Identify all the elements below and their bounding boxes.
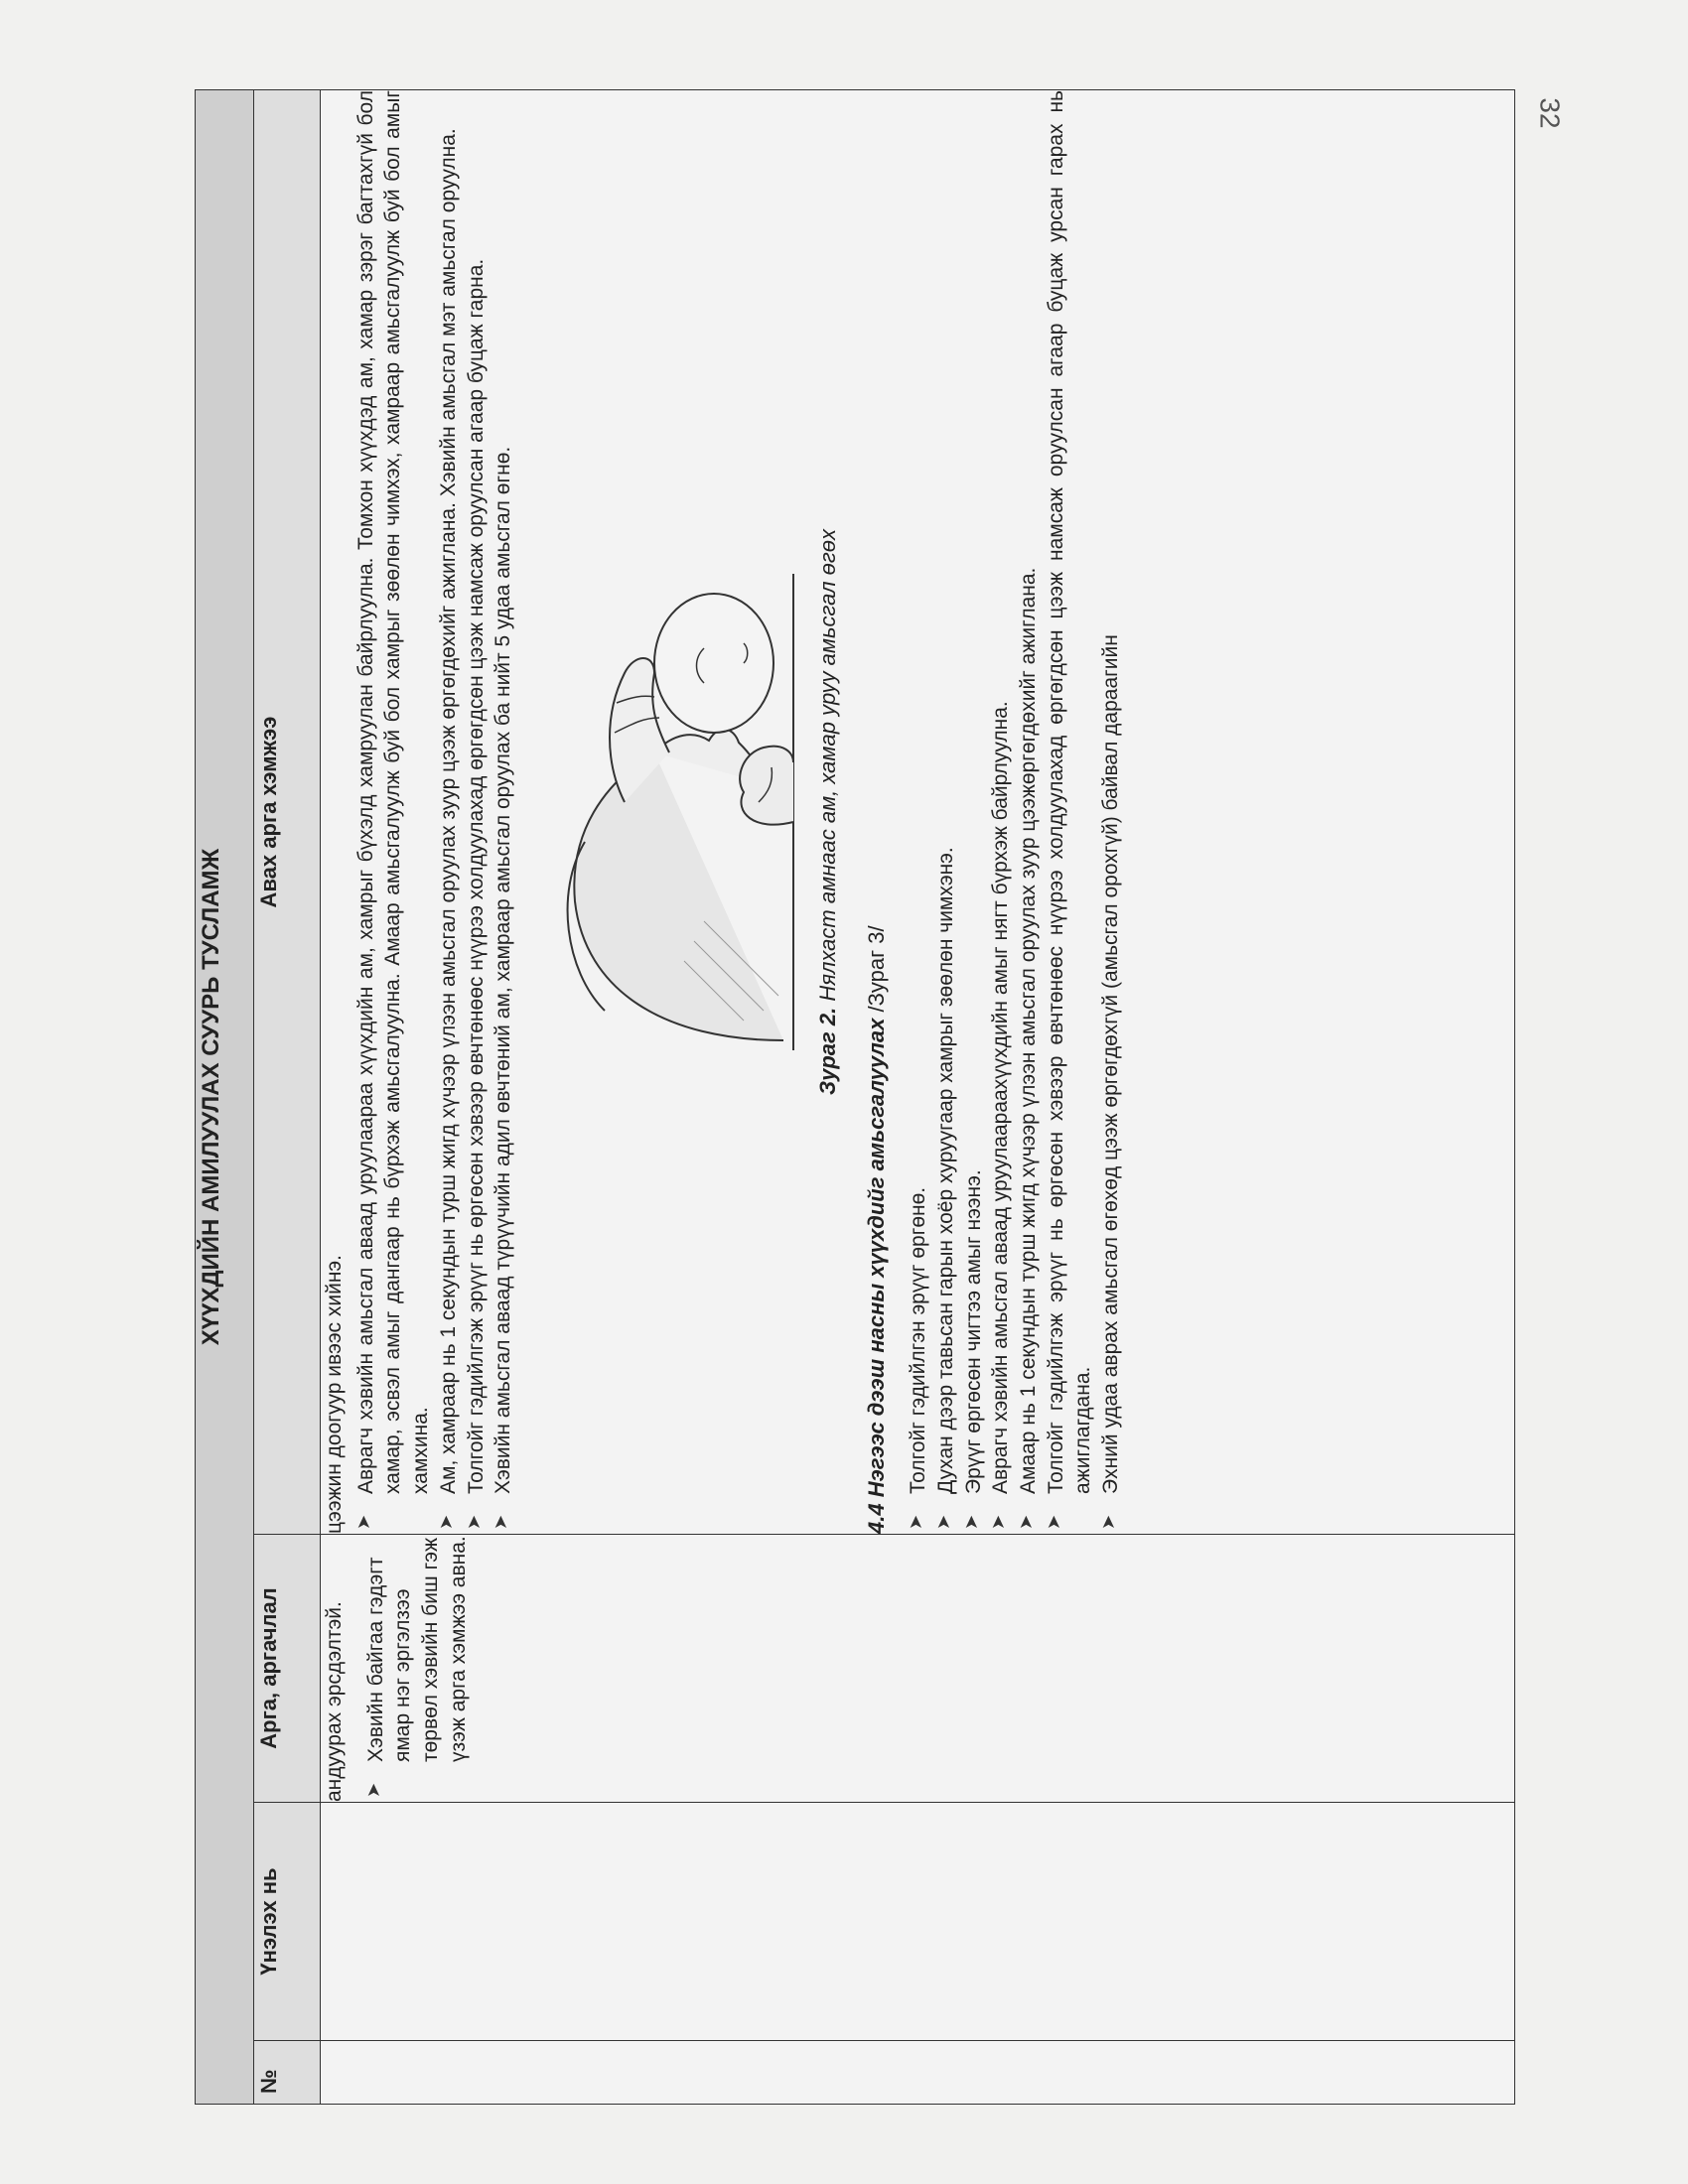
list-item (1043, 90, 1097, 1534)
step-text: Эрүүг өргөсөн чигтээ амыг нээнэ. (961, 1169, 985, 1494)
arrow-bullet-icon: ➤ (352, 1514, 373, 1530)
rotated-page-content (195, 89, 1515, 2105)
action-list (352, 90, 517, 1534)
infant-rescue-breath-illustration (545, 574, 803, 1050)
table-title-row (196, 90, 254, 2105)
action-item-text: Аврагч хэвийн амьсгал аваад уруулаараа хүүхдийн ам, хамрыг бүхэлд хамруулан байрлуулна. Томхон хүүхдэд ам, хамар зэрэг багтахгүй бол хамар, эсвэл амыг дангаар нь бүрхэж амьсгалуулна. Амаар амьсгалуулж буй бол хамрыг зөөлөн чимхэх, хамраар амьсгалуулж буй бол амыг хамхина. (353, 90, 433, 1494)
figure-2 (545, 90, 803, 1534)
list-item (362, 1535, 473, 1802)
method-list (362, 1535, 473, 1802)
list-item (463, 90, 491, 1534)
method-intro: андуурах эрсдэлтэй. (323, 1601, 346, 1802)
action-item-text: Ам, хамраар нь 1 секундын турш жигд хүчээр үлээн амьсгал оруулах зуур цээж өргөгдөхийг ажиглана. Хэвийн амьсгал мэт амьсгал оруулна. (436, 128, 460, 1494)
arrow-bullet-icon: ➤ (491, 1514, 511, 1530)
step-text: Амаар нь 1 секундын турш жигд хүчээр үлээн амьсгал оруулах зуур цээжөргөгдөхийг ажиглана. (1016, 567, 1040, 1494)
arrow-bullet-icon: ➤ (362, 1782, 383, 1798)
action-intro: цээжин доогуур ивээс хийнэ. (323, 1255, 346, 1534)
method-item-text: Хэвийн байгаа гэдэгт ямар нэг эргэлзээ төрвөл хэвийн биш гэж үзэж арга хэмжээ авна. (363, 1536, 470, 1762)
list-item (905, 90, 932, 1534)
step-text: Духан дээр тавьсан гарын хоёр хуруугаар хамрыг зөөлөн чимхэнэ. (933, 847, 957, 1494)
arrow-bullet-icon: ➤ (932, 1514, 953, 1530)
action-item-text: Толгойг гэдийлгэж эрүүг нь өргөсөн хэвээр өвчтөнөөс нүүрээ холдуулахад өргөгдсөн цээж намсаж оруулсан агаар буцаж гарна. (464, 258, 488, 1494)
cpr-table (195, 89, 1515, 2105)
figure-label: Зураг 2. (815, 1007, 841, 1095)
header-method: Арга, аргачлал (254, 1535, 321, 1803)
list-item (1097, 90, 1125, 1534)
figure-caption (813, 90, 842, 1534)
section-heading-text: 4.4 Нэгээс дээш насны хүүхдийг амьсгалуулах (864, 1018, 890, 1534)
arrow-bullet-icon: ➤ (435, 1514, 456, 1530)
figure-caption-text: Нялхаст амнаас ам, хамар уруу амьсгал өгөх (815, 529, 841, 1002)
header-action: Авах арга хэмжээ (254, 90, 321, 1535)
arrow-bullet-icon: ➤ (1043, 1514, 1063, 1530)
arrow-bullet-icon: ➤ (463, 1514, 484, 1530)
arrow-bullet-icon: ➤ (988, 1514, 1009, 1530)
section-heading (862, 90, 891, 1534)
step-text: Толгойг гэдийлгэн эрүүг өргөнө. (907, 1186, 930, 1494)
arrow-bullet-icon: ➤ (960, 1514, 981, 1530)
cell-method (321, 1535, 1515, 1803)
cell-action (321, 90, 1515, 1535)
cell-evaluation (321, 1803, 1515, 2041)
list-item (1015, 90, 1043, 1534)
arrow-bullet-icon: ➤ (906, 1514, 926, 1530)
list-item (932, 90, 960, 1534)
step-text: Аврагч хэвийн амьсгал аваад уруулаараахүүхдийн амыг нягт бүрхэж байрлуулна. (989, 701, 1013, 1494)
page-number: 32 (1534, 97, 1566, 129)
step-text: Эхний удаа аврах амьсгал өгөхөд цээж өргөгдөхгүй (амьсгал орохгүй) байвал дараагийн (1099, 634, 1123, 1494)
list-item (435, 90, 463, 1534)
action-item-text: Хэвийн амьсгал аваад түрүүчийн адил өвчтөний ам, хамраар амьсгал оруулах ба нийт 5 удаа амьсгал өгнө. (492, 446, 515, 1494)
step-text: Толгойг гэдийлгэж эрүүг нь өргөсөн хэвээр өвчтөнөөс нүүрээ холдуулахад өргөгдсөн цээж намсаж оруулсан агаар буцаж урсан гарах нь ажиглагдана. (1044, 90, 1095, 1494)
list-item (987, 90, 1015, 1534)
list-item (352, 90, 435, 1534)
arrow-bullet-icon: ➤ (1015, 1514, 1036, 1530)
arrow-bullet-icon: ➤ (1098, 1514, 1119, 1530)
header-no: № (254, 2041, 321, 2105)
header-evaluation: Үнэлэх нь (254, 1803, 321, 2041)
breathing-steps-list (905, 90, 1125, 1534)
section-figure-ref: /Зураг 3/ (864, 925, 890, 1013)
cell-no (321, 2041, 1515, 2105)
list-item (490, 90, 517, 1534)
table-header-row (254, 90, 321, 2105)
table-row (321, 90, 1515, 2105)
list-item (960, 90, 988, 1534)
table-title: ХҮҮХДИЙН АМИЛУУЛАХ СУУРЬ ТУСЛАМЖ (196, 90, 254, 2105)
